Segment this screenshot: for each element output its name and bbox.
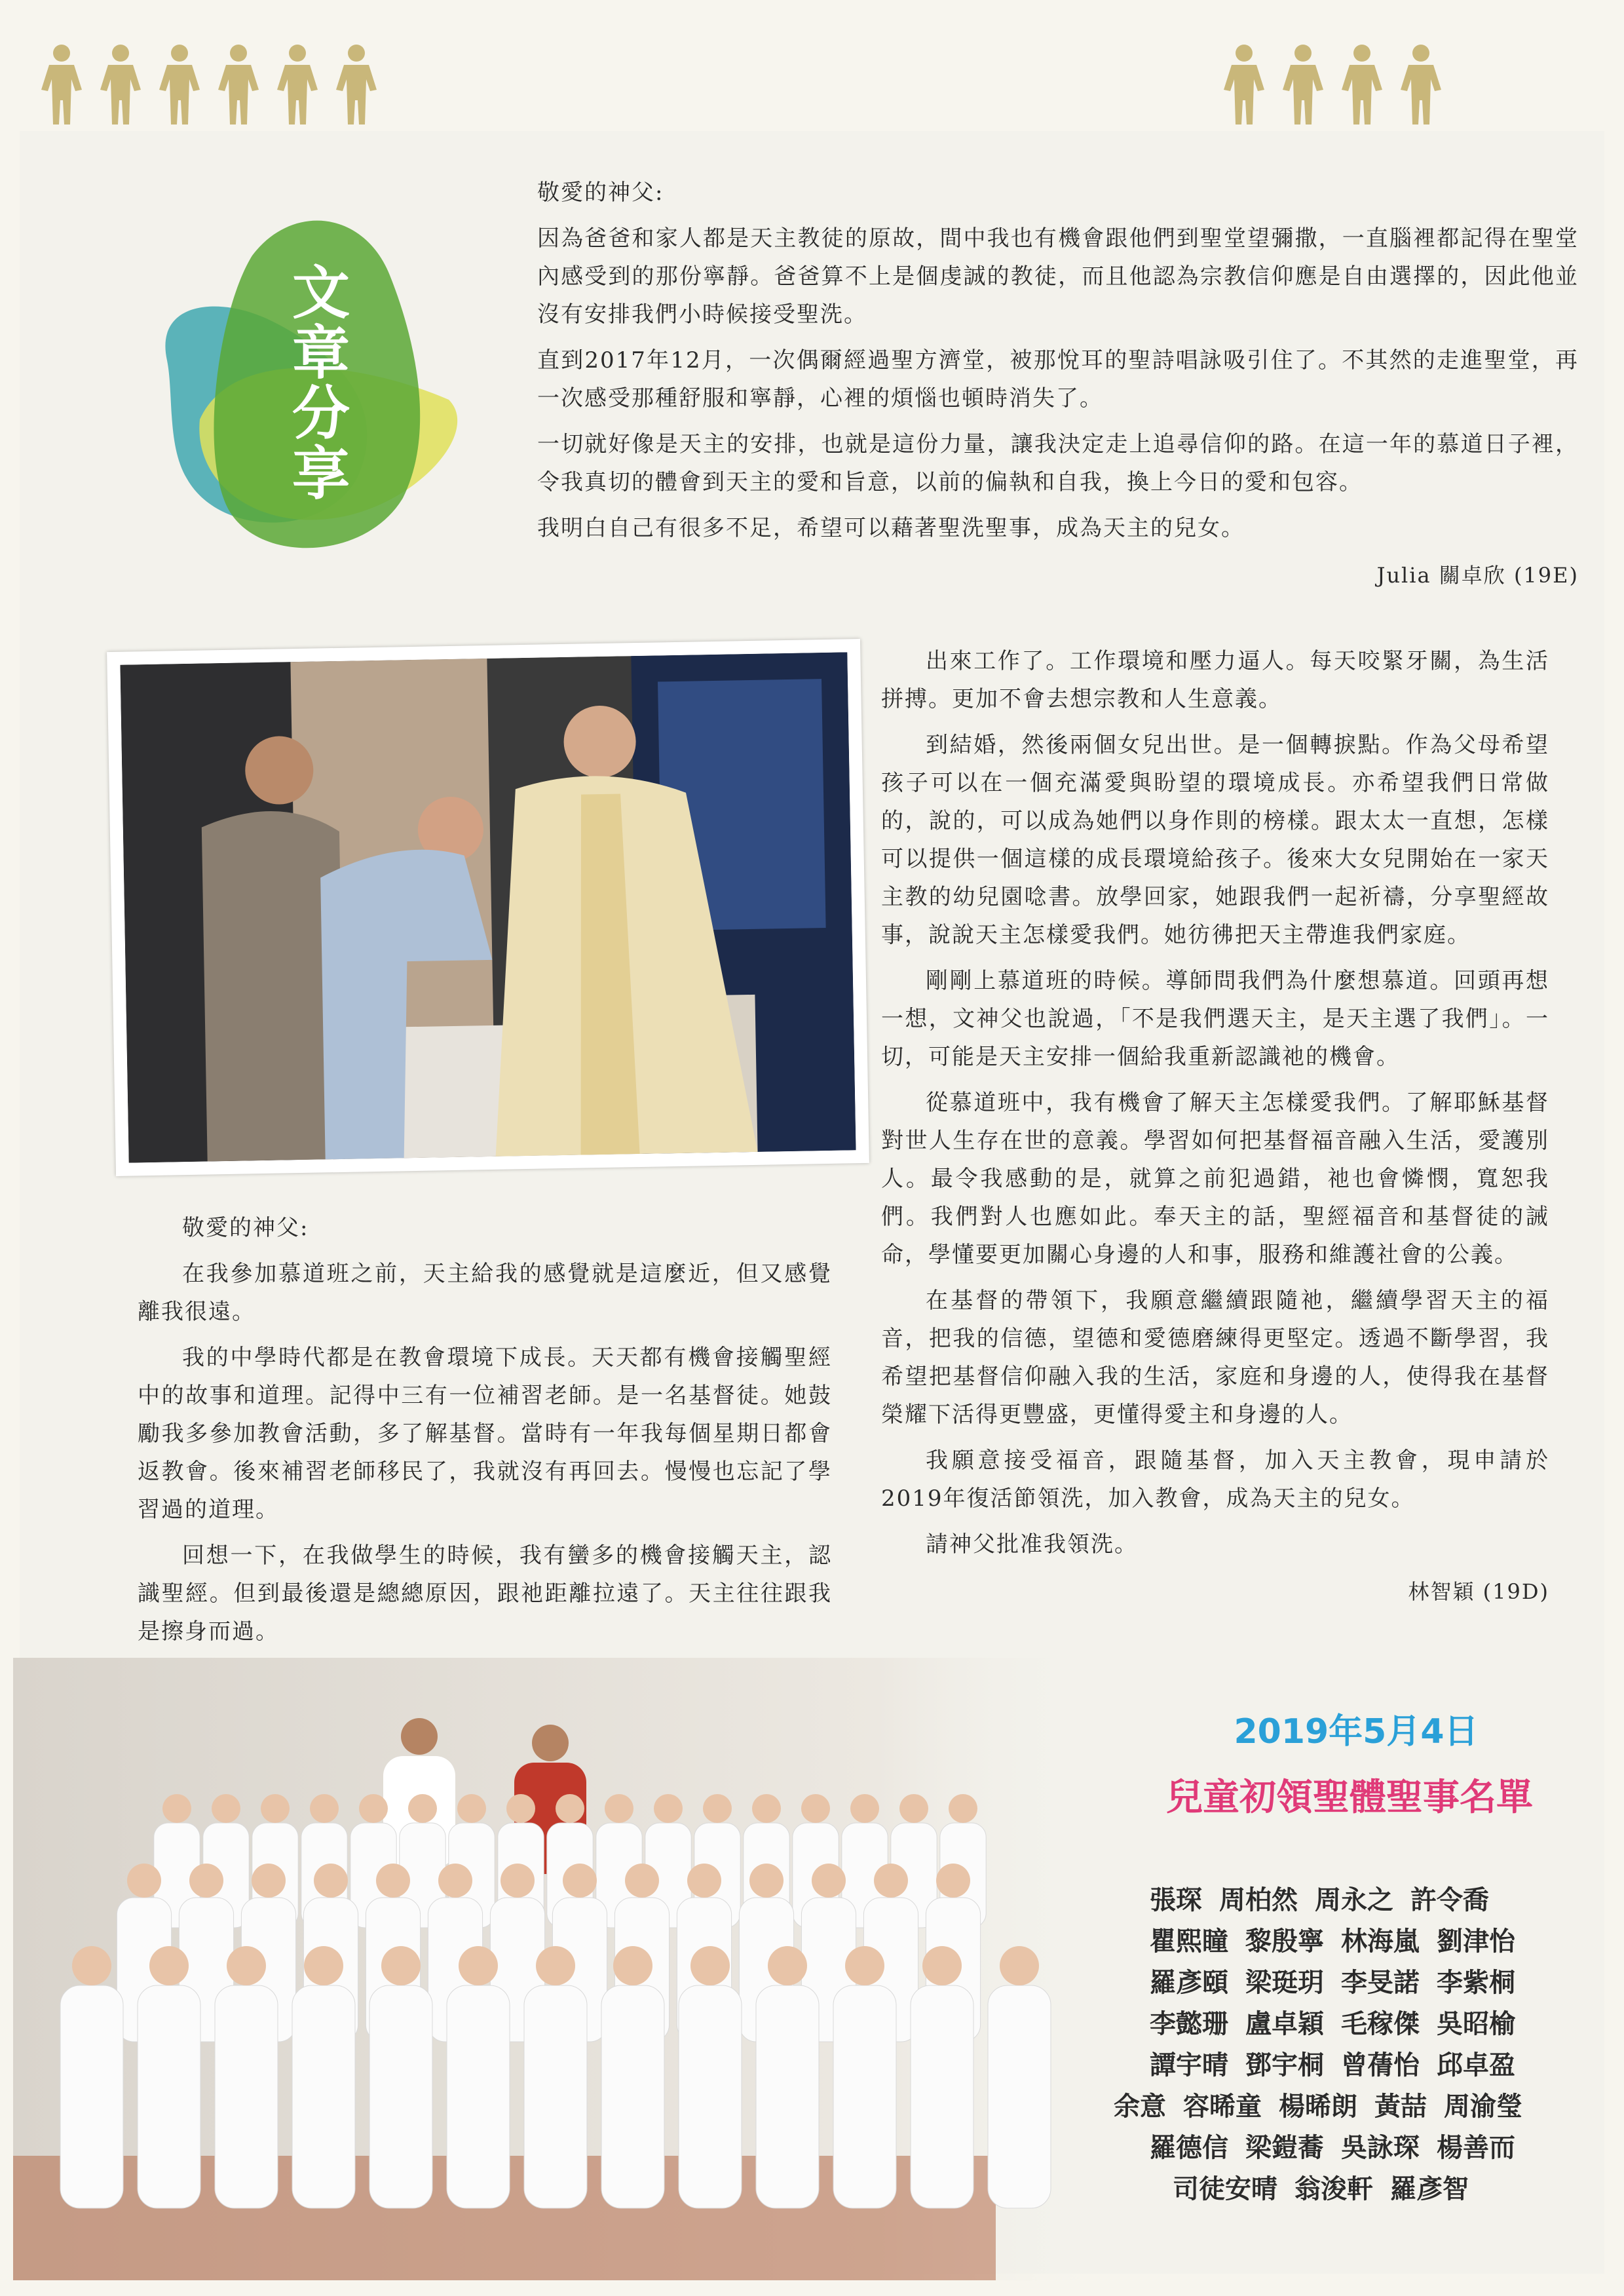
child-name: 吳昭榆 — [1437, 2009, 1515, 2039]
child-name: 余意 — [1114, 2092, 1166, 2122]
child-head — [381, 1946, 421, 1985]
child-robe — [756, 1985, 819, 2208]
child-name: 鄧宇桐 — [1245, 2050, 1324, 2080]
child-name: 周柏然 — [1219, 1885, 1298, 1915]
child-name: 許令喬 — [1410, 1885, 1489, 1915]
child-robe — [911, 1985, 973, 2208]
name-list — [1074, 1880, 1598, 2210]
child-head — [459, 1946, 498, 1985]
child-name: 譚宇晴 — [1150, 2050, 1228, 2080]
child-name: 楊晞朗 — [1279, 2092, 1357, 2122]
first-communion-group-photo — [13, 1658, 1094, 2280]
decorative-figures-left — [36, 43, 382, 128]
child-head — [556, 1794, 584, 1823]
child-name: 李旻諾 — [1341, 1968, 1420, 1998]
child-robe — [138, 1985, 200, 2208]
child-head — [212, 1794, 240, 1823]
child-head — [500, 1864, 535, 1898]
child-robe — [679, 1985, 742, 2208]
child-head — [314, 1864, 348, 1898]
letter-signature: Julia 關卓欣 (19E) — [1376, 563, 1579, 588]
letter-paragraph: 回想一下，在我做學生的時候，我有蠻多的機會接觸天主，認識聖經。但到最後還是總總原因，跟祂距離拉遠了。天主往往跟我是擦身而過。 — [138, 1542, 832, 1645]
child-head — [801, 1794, 830, 1823]
child-head — [749, 1864, 784, 1898]
child-head — [812, 1864, 846, 1898]
person-figure-icon — [154, 43, 205, 128]
child-name: 梁珽玥 — [1245, 1968, 1324, 1998]
person-figure-icon — [36, 43, 87, 128]
child-head — [227, 1946, 266, 1985]
child-head — [127, 1864, 161, 1898]
child-name: 黃喆 — [1374, 2092, 1427, 2122]
letter-lam-left-column — [138, 1209, 832, 1658]
child-head — [438, 1864, 472, 1898]
child-name: 羅彥智 — [1390, 2174, 1469, 2204]
person-figure-icon — [1218, 43, 1270, 128]
child-head — [605, 1794, 633, 1823]
communion-title: 兒童初領聖體聖事名單 — [1166, 1776, 1533, 1819]
decorative-figures-right — [1218, 43, 1446, 128]
child-robe — [833, 1985, 896, 2208]
letter-lam-right-column — [881, 642, 1549, 1611]
child-head — [690, 1946, 730, 1985]
letter-paragraph: 我的中學時代都是在教會環境下成長。天天都有機會接觸聖經中的故事和道理。記得中三有一位補習老師。是一名基督徒。她鼓勵我多參加教會活動，多了解基督。當時有一年我每個星期日都會返教會。後來補習老師移民了，我就沒有再回去。慢慢也忘記了學習過的道理。 — [138, 1345, 832, 1523]
name-row — [1114, 2086, 1598, 2128]
person-figure-icon — [272, 43, 323, 128]
child-head — [408, 1794, 437, 1823]
child-name: 梁鎧蕎 — [1245, 2133, 1324, 2163]
person-figure-icon — [331, 43, 382, 128]
letter-paragraph: 在我參加慕道班之前，天主給我的感覺就是這麼近，但又感覺離我很遠。 — [138, 1261, 832, 1325]
person-figure-icon — [213, 43, 264, 128]
child-head — [72, 1946, 111, 1985]
letter-paragraph: 剛剛上慕道班的時候。導師問我們為什麼想慕道。回頭再想一想，文神父也說過，「不是我們選天主，是天主選了我們」。一切，可能是天主安排一個給我重新認識祂的機會。 — [881, 968, 1549, 1070]
letter-julia — [537, 174, 1579, 594]
child-name: 曾蒨怡 — [1341, 2050, 1420, 2080]
name-row — [1150, 2128, 1598, 2169]
name-row — [1150, 1921, 1598, 1962]
child-name: 瞿熙瞳 — [1150, 1926, 1228, 1957]
child-head — [162, 1794, 191, 1823]
child-name: 周永之 — [1315, 1885, 1393, 1915]
baptism-photo-image — [120, 652, 856, 1162]
child-head — [768, 1946, 807, 1985]
person-figure-icon — [95, 43, 146, 128]
name-row — [1150, 1962, 1598, 2004]
letter-paragraph: 出來工作了。工作環境和壓力逼人。每天咬緊牙關，為生活拼搏。更加不會去想宗教和人生意義。 — [881, 648, 1549, 712]
baptism-photo — [107, 639, 869, 1176]
child-robe — [60, 1985, 123, 2208]
child-head — [845, 1946, 884, 1985]
person-figure-icon — [1277, 43, 1329, 128]
child-name: 邱卓盈 — [1437, 2050, 1515, 2080]
child-robe — [447, 1985, 510, 2208]
child-head — [261, 1794, 290, 1823]
child-name: 劉津怡 — [1437, 1926, 1515, 1957]
child-head — [874, 1864, 908, 1898]
priest-head — [401, 1718, 438, 1755]
child-name: 張琛 — [1150, 1885, 1202, 1915]
child-head — [899, 1794, 928, 1823]
child-head — [1000, 1946, 1039, 1985]
child-name: 翁浚軒 — [1294, 2174, 1373, 2204]
communion-date: 2019年5月4日 — [1234, 1712, 1479, 1751]
child-robe — [601, 1985, 664, 2208]
letter-greeting: 敬愛的神父: — [537, 180, 664, 206]
communion-list — [1074, 1704, 1598, 2210]
child-head — [922, 1946, 962, 1985]
child-head — [703, 1794, 732, 1823]
child-head — [149, 1946, 189, 1985]
child-name: 羅彥頤 — [1150, 1968, 1228, 1998]
name-row — [1173, 2169, 1598, 2210]
name-row — [1150, 1880, 1598, 1921]
child-name: 黎殷寧 — [1245, 1926, 1324, 1957]
child-head — [654, 1794, 683, 1823]
child-head — [687, 1864, 721, 1898]
letter-paragraph: 直到2017年12月，一次偶爾經過聖方濟堂，被那悅耳的聖詩唱詠吸引住了。不其然的走進聖堂，再一次感受那種舒服和寧靜，心裡的煩惱也頓時消失了。 — [537, 347, 1579, 411]
letter-paragraph: 到結婚，然後兩個女兒出世。是一個轉捩點。作為父母希望孩子可以在一個充滿愛與盼望的環境成長。亦希望我們日常做的，說的，可以成為她們以身作則的榜樣。跟太太一直想，怎樣可以提供一個這樣的成長環境給孩子。後來大女兒開始在一家天主教的幼兒園唸書。放學回家，她跟我們一起祈禱，分享聖經故事，說說天主怎樣愛我們。她彷彿把天主帶進我們家庭。 — [881, 732, 1549, 948]
child-head — [752, 1794, 781, 1823]
name-row — [1150, 2004, 1598, 2045]
letter-signature: 林智穎 (19D) — [1408, 1579, 1549, 1604]
child-head — [310, 1794, 339, 1823]
child-robe — [215, 1985, 278, 2208]
letter-paragraph: 請神父批准我領洗。 — [926, 1531, 1138, 1558]
child-head — [625, 1864, 659, 1898]
child-name: 李紫桐 — [1437, 1968, 1515, 1998]
section-heading: 文章分享 — [283, 262, 351, 503]
letter-greeting: 敬愛的神父: — [182, 1215, 309, 1241]
child-head — [506, 1794, 535, 1823]
child-head — [252, 1864, 286, 1898]
child-robe — [524, 1985, 587, 2208]
child-name: 盧卓穎 — [1245, 2009, 1324, 2039]
child-name: 毛稼傑 — [1341, 2009, 1420, 2039]
letter-paragraph: 因為爸爸和家人都是天主教徒的原故，間中我也有機會跟他們到聖堂望彌撒，一直腦裡都記得在聖堂內感受到的那份寧靜。爸爸算不上是個虔誠的教徒，而且他認為宗教信仰應是自由選擇的，因此他並沒有安排我們小時候接受聖洗。 — [537, 225, 1579, 328]
child-head — [936, 1864, 970, 1898]
child-head — [949, 1794, 977, 1823]
letter-paragraph: 從慕道班中，我有機會了解天主怎樣愛我們。了解耶穌基督對世人生存在世的意義。學習如何把基督福音融入生活，愛護別人。最令我感動的是，就算之前犯過錯，祂也會憐憫，寬恕我們。我們對人也應如此。奉天主的話，聖經福音和基督徒的誡命，學懂要更加關心身邊的人和事，服務和維護社會的公義。 — [881, 1090, 1549, 1268]
child-name: 容晞童 — [1183, 2092, 1262, 2122]
child-head — [189, 1864, 223, 1898]
child-name: 林海嵐 — [1341, 1926, 1420, 1957]
child-name: 周渝瑩 — [1444, 2092, 1522, 2122]
child-head — [457, 1794, 486, 1823]
letter-paragraph: 一切就好像是天主的安排，也就是這份力量，讓我決定走上追尋信仰的路。在這一年的慕道日子裡，令我真切的體會到天主的愛和旨意，以前的偏執和自我，換上今日的愛和包容。 — [537, 431, 1579, 495]
child-head — [613, 1946, 652, 1985]
child-head — [376, 1864, 410, 1898]
child-head — [563, 1864, 597, 1898]
child-head — [304, 1946, 343, 1985]
letter-paragraph: 我明白自己有很多不足，希望可以藉著聖洗聖事，成為天主的兒女。 — [537, 515, 1245, 541]
person-figure-icon — [1336, 43, 1388, 128]
child-name: 吳詠琛 — [1341, 2133, 1420, 2163]
child-name: 羅德信 — [1150, 2133, 1228, 2163]
child-name: 李懿珊 — [1150, 2009, 1228, 2039]
letter-paragraph: 在基督的帶領下，我願意繼續跟隨祂，繼續學習天主的福音，把我的信德，望德和愛德磨練得更堅定。透過不斷學習，我希望把基督信仰融入我的生活，家庭和身邊的人，使得我在基督榮耀下活得更豐盛，更懂得愛主和身邊的人。 — [881, 1288, 1549, 1428]
child-robe — [988, 1985, 1051, 2208]
person-figure-icon — [1395, 43, 1446, 128]
child-name: 司徒安晴 — [1173, 2174, 1277, 2204]
child-robe — [292, 1985, 355, 2208]
child-name: 楊善而 — [1437, 2133, 1515, 2163]
priest-head — [532, 1725, 569, 1761]
child-head — [359, 1794, 388, 1823]
child-head — [536, 1946, 575, 1985]
child-robe — [369, 1985, 432, 2208]
child-head — [850, 1794, 879, 1823]
letter-paragraph: 我願意接受福音，跟隨基督，加入天主教會，現申請於2019年復活節領洗，加入教會，成為天主的兒女。 — [881, 1447, 1549, 1512]
name-row — [1150, 2045, 1598, 2086]
